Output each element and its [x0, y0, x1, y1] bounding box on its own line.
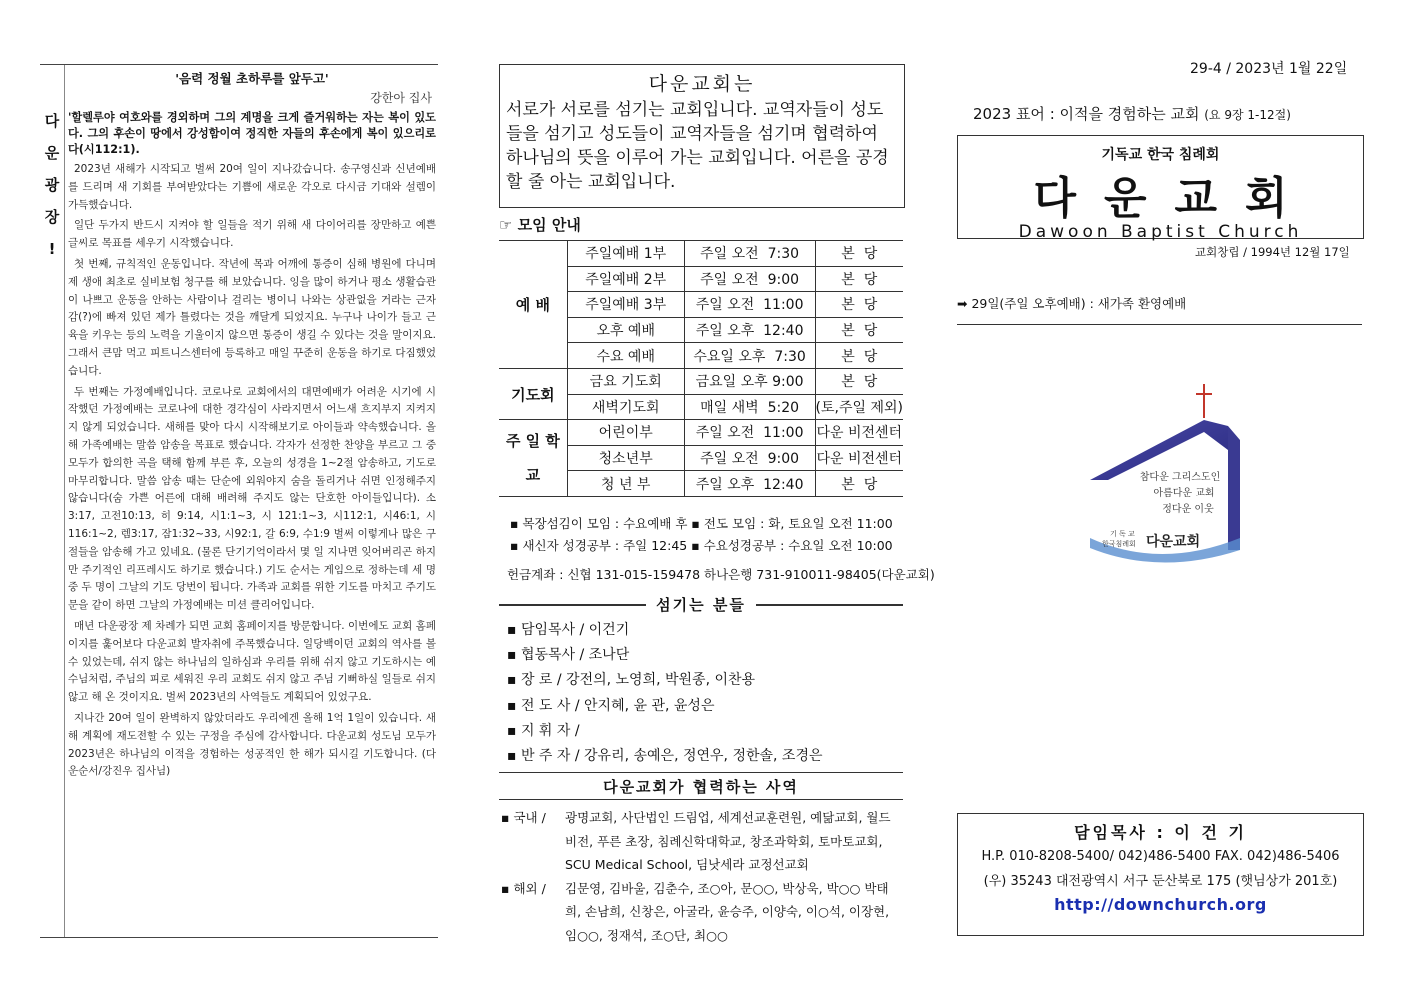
- meeting-group-label: 예 배: [499, 241, 567, 369]
- left-column: [40, 64, 438, 938]
- pastor-name: 담임목사 : 이 건 기: [1074, 823, 1247, 842]
- sidebar-label-char: 장: [44, 208, 60, 226]
- sidebar-label-char: 광: [44, 176, 60, 194]
- missions-list: [499, 806, 903, 947]
- offering-account: 헌금계좌 : 신협 131-015-159478 하나은행 731-910011-98405(다운교회): [507, 567, 935, 582]
- church-title-box: [957, 135, 1364, 242]
- meeting-name: 청 년 부: [567, 471, 684, 497]
- meetings-misc-line: ▪ 새신자 성경공부 : 주일 12:45 ▪ 수요성경공부 : 수요일 오전 10:00: [510, 538, 893, 553]
- meeting-time: 주일 오후 12:40: [684, 471, 815, 497]
- meeting-name: 청소년부: [567, 445, 684, 471]
- meeting-group-label: 기도회: [499, 368, 567, 419]
- meeting-time: 주일 오전 7:30: [684, 241, 815, 267]
- meetings-table: [499, 240, 903, 497]
- founded-date: 교회창립 / 1994년 12월 17일: [1195, 245, 1350, 259]
- meetings-heading: ☞ 모임 안내: [499, 216, 581, 234]
- intro-text: 서로가 서로를 섬기는 교회입니다. 교역자들이 성도들을 섬기고 성도들이 교역자들을 섬기며 협력하여 하나님의 뜻을 이루어 가는 교회입니다. 어른을 공경할 줄 아는 교회입니다.: [506, 100, 889, 192]
- intro-box: [499, 64, 905, 208]
- meeting-place: 다운 비전센터: [815, 420, 903, 446]
- missions-title: 다운교회가 협력하는 사역: [593, 776, 809, 797]
- meeting-place: 본 당: [815, 266, 903, 292]
- meeting-time: 수요일 오후 7:30: [684, 343, 815, 369]
- bulletin-date: 29-4 / 2023년 1월 22일: [1190, 61, 1348, 77]
- divider: [957, 324, 1362, 325]
- church-website-link[interactable]: http://downchurch.org: [1054, 895, 1267, 914]
- logo-line: 아름다운 교회: [1153, 488, 1215, 499]
- sidebar-label-char: 운: [44, 144, 60, 162]
- logo-small: 한국침례회: [1102, 540, 1136, 548]
- essay: [68, 69, 436, 784]
- logo-small: 기 독 교: [1110, 530, 1135, 538]
- meeting-place: 본 당: [815, 317, 903, 343]
- meeting-name: 수요 예배: [567, 343, 684, 369]
- meetings-misc-line: ▪ 목장섬김이 모임 : 수요예배 후 ▪ 전도 모임 : 화, 토요일 오전 11:00: [510, 516, 893, 531]
- meeting-place: (토,주일 제외): [815, 394, 903, 420]
- missions-domestic-label: ▪ 국내 /: [501, 810, 546, 825]
- meeting-name: 금요 기도회: [567, 368, 684, 394]
- essay-paragraph: 2023년 새해가 시작되고 벌써 20여 일이 지나갔습니다. 송구영신과 신년예배를 드리며 새 기회를 부여받았다는 기쁨에 새로운 각오로 다시금 기대와 설렘이 가득했습니다.: [68, 163, 436, 211]
- meeting-time: 금요일 오후 9:00: [684, 368, 815, 394]
- essay-title: '음력 정월 초하루를 앞두고': [175, 71, 329, 86]
- missions-domestic-list: 광명교회, 사단법인 드림업, 세계선교훈련원, 예닮교회, 월드비전, 푸른 초장, 침례신학대학교, 창조과학회, 토마토교회, SCU Medical School, 딤낫세라 교정선교회: [565, 810, 891, 872]
- missions-domestic: [499, 806, 903, 877]
- notice-item: ➡ 29일(주일 오후예배) : 새가족 환영예배: [957, 296, 1187, 311]
- church-name-english: Dawoon Baptist Church: [1018, 222, 1303, 242]
- meeting-name: 주일예배 2부: [567, 266, 684, 292]
- servers-title: 섬기는 분들: [646, 594, 756, 615]
- yearly-motto-ref: (요 9장 1-12절): [1204, 108, 1291, 122]
- meeting-place: 본 당: [815, 241, 903, 267]
- servers-title-bar: [499, 594, 903, 615]
- meeting-time: 주일 오전 11:00: [684, 292, 815, 318]
- meeting-name: 새벽기도회: [567, 394, 684, 420]
- meeting-time: 주일 오후 12:40: [684, 317, 815, 343]
- church-logo: [1080, 380, 1255, 570]
- meeting-place: 본 당: [815, 471, 903, 497]
- yearly-motto: [973, 103, 1291, 124]
- essay-quote: '할렐루야 여호와를 경외하며 그의 계명을 크게 즐거워하는 자는 복이 있도다. 그의 후손이 땅에서 강성함이여 정직한 자들의 후손에게 복이 있으리로다(시112:1).: [68, 111, 436, 156]
- church-address: (우) 35243 대전광역시 서구 둔산북로 175 (햇님상가 201호): [983, 874, 1338, 889]
- sidebar-label-char: !: [48, 240, 56, 258]
- logo-line: 참다운 그리스도인: [1139, 472, 1221, 483]
- meeting-name: 주일예배 1부: [567, 241, 684, 267]
- servers-item: ▪ 협동목사 / 조나단: [507, 647, 630, 664]
- meeting-row: [499, 241, 903, 267]
- meeting-row: [499, 368, 903, 394]
- meeting-time: 매일 새벽 5:20: [684, 394, 815, 420]
- missions-title-bar: [499, 772, 903, 800]
- pastor-phone: H.P. 010-8208-5400/ 042)486-5400 FAX. 042)486-5406: [981, 849, 1340, 864]
- essay-paragraph: 일단 두가지 반드시 지켜야 할 일들을 적기 위해 새 다이어리를 장만하고 예쁜 글씨로 목표를 세우기 시작했습니다.: [68, 219, 436, 250]
- sidebar-label-char: 다: [44, 112, 60, 130]
- meeting-place: 본 당: [815, 343, 903, 369]
- essay-author: 강한아 집사: [370, 91, 432, 105]
- servers-item: ▪ 전 도 사 / 안지혜, 윤 관, 윤성은: [507, 697, 715, 714]
- servers-item: ▪ 지 휘 자 /: [507, 722, 580, 739]
- meeting-time: 주일 오전 11:00: [684, 420, 815, 446]
- meeting-place: 본 당: [815, 368, 903, 394]
- logo-line: 정다운 이웃: [1162, 504, 1214, 515]
- pastor-contact-box: [957, 813, 1364, 936]
- servers-item: ▪ 장 로 / 강전의, 노영희, 박원종, 이찬용: [507, 672, 756, 689]
- sidebar-label: [42, 105, 62, 265]
- missions-overseas-list: 김문영, 김바울, 김춘수, 조○아, 문○○, 박상욱, 박○○ 박태희, 손남희, 신창은, 아굴라, 윤승주, 이양숙, 이○석, 이장현, 임○○, 정재석, 조○단, 최○○: [565, 880, 890, 943]
- intro-title: 다운교회는: [648, 73, 756, 95]
- meeting-name: 어린이부: [567, 420, 684, 446]
- meeting-name: 오후 예배: [567, 317, 684, 343]
- essay-paragraph: 두 번째는 가정예배입니다. 코로나로 교회에서의 대면예배가 어려운 시기에 시작했던 가정예배는 코로나에 대한 경각심이 사라지면서 어느새 흐지부지 지켜지지 않게 되었습니다. 새해를 맞아 다시 시작해보기로 아이들과 약속했습니다. 올해 가족예배는 말씀 암송을 목표로 했습니다. 각자가 선정한 찬양을 부르고 그 중 모두가 합의한 곡을 택해 함께 부른 후, 오늘의 성경을 1~2절 암송하고, 기도로 마무리합니다. 말씀 암송 때는 단순에 외워야지 숨을 돌리거나 쉬면 인정해주지 않습니다(숨 가쁜 어른에 대해 배려해 주지도 않는 단호한 아이들입니다). 소3:17, 고전10:13, 히 9:14, 시1:1~3, 시 121:1~3, 시112:1, 시46:1, 시 116:1~2, 렘3:17, 잠1:32~33, 시92:1, 갈 6:9, 수1:9 벌써 이렇게나 많은 구절들을 암송해 가고 있네요. (물론 단기기억이라서 몇 일 지나면 잊어버리곤 하지만 주기적인 리프레시도 하기로 했습니다.) 기도 순서는 게임으로 정하는데 세 명 중 두 명이 그날의 기도 당번이 됩니다. 가족과 교회를 위한 기도를 마치고 주기도문을 같이 하면 그날의 가정예배는 미션 클리어입니다.: [68, 385, 436, 612]
- logo-name: 다운교회: [1146, 534, 1201, 550]
- missions-overseas: [499, 877, 903, 948]
- denomination: 기독교 한국 침례회: [1101, 147, 1220, 163]
- sidebar-label-bar: [40, 65, 65, 937]
- meeting-time: 주일 오전 9:00: [684, 266, 815, 292]
- meeting-place: 본 당: [815, 292, 903, 318]
- church-logo-icon: [1080, 380, 1255, 570]
- essay-paragraph: 첫 번째, 규칙적인 운동입니다. 작년에 목과 어깨에 통증이 심해 병원에 다니며 제 생애 최초로 실비보험 청구를 해 보았습니다. 잉을 많이 하거나 평소 생활습관이 나쁘고 운동을 안하는 사람이나 걸리는 병이니 나와는 상관없을 거라는 근자감(?)에 빠져 있던 제가 틀렸다는 것을 깨달게 되었지요. 누구나 나이가 들고 근육을 키우는 등의 노력을 기울이지 않으면 통증이 생길 수 있다는 것을 말이지요. 그래서 큰맘 먹고 피트니스센터에 등록하고 매일 꾸준히 운동을 하기로 다짐했었습니다.: [68, 257, 436, 377]
- servers-item: ▪ 반 주 자 / 강유리, 송예은, 정연우, 정한솔, 조경은: [507, 748, 823, 765]
- servers-item: ▪ 담임목사 / 이건기: [507, 622, 630, 638]
- essay-paragraph: 지나간 20여 일이 완벽하지 않았더라도 우리에겐 올해 1억 1일이 있습니다. 새해 계획에 재도전할 수 있는 구정을 주심에 감사합니다. 다운교회 성도님 모두가 2023년은 하나님의 이적을 경험하는 성공적인 한 해가 되시길 기도합니다. (다운순서/강진우 집사님): [68, 711, 436, 778]
- meeting-row: [499, 420, 903, 446]
- servers-list: [507, 618, 823, 769]
- meeting-place: 다운 비전센터: [815, 445, 903, 471]
- yearly-motto-text: 2023 표어 : 이적을 경험하는 교회: [973, 105, 1200, 123]
- church-name: 다운교회: [1033, 173, 1316, 224]
- meeting-time: 주일 오전 9:00: [684, 445, 815, 471]
- meeting-group-label: 주 일 학 교: [499, 420, 567, 497]
- missions-overseas-label: ▪ 해외 /: [501, 880, 546, 896]
- meeting-name: 주일예배 3부: [567, 292, 684, 318]
- essay-paragraph: 매년 다운광장 제 차례가 되면 교회 홈페이지를 방문합니다. 이번에도 교회 홈페이지를 훑어보다 다운교회 발자취에 주목했습니다. 일당백이던 교회의 역사를 볼 수 있었는데, 쉬지 않는 하나님의 일하심과 우리를 위해 쉬지 않고 기도하시는 예수님처럼, 주님의 피로 세워진 우리 교회도 쉬지 않고 주님 기뻐하실 일들로 쉬지 않고 해 온 것이지요. 벌써 2023년의 사역들도 계획되어 있었구요.: [68, 619, 436, 704]
